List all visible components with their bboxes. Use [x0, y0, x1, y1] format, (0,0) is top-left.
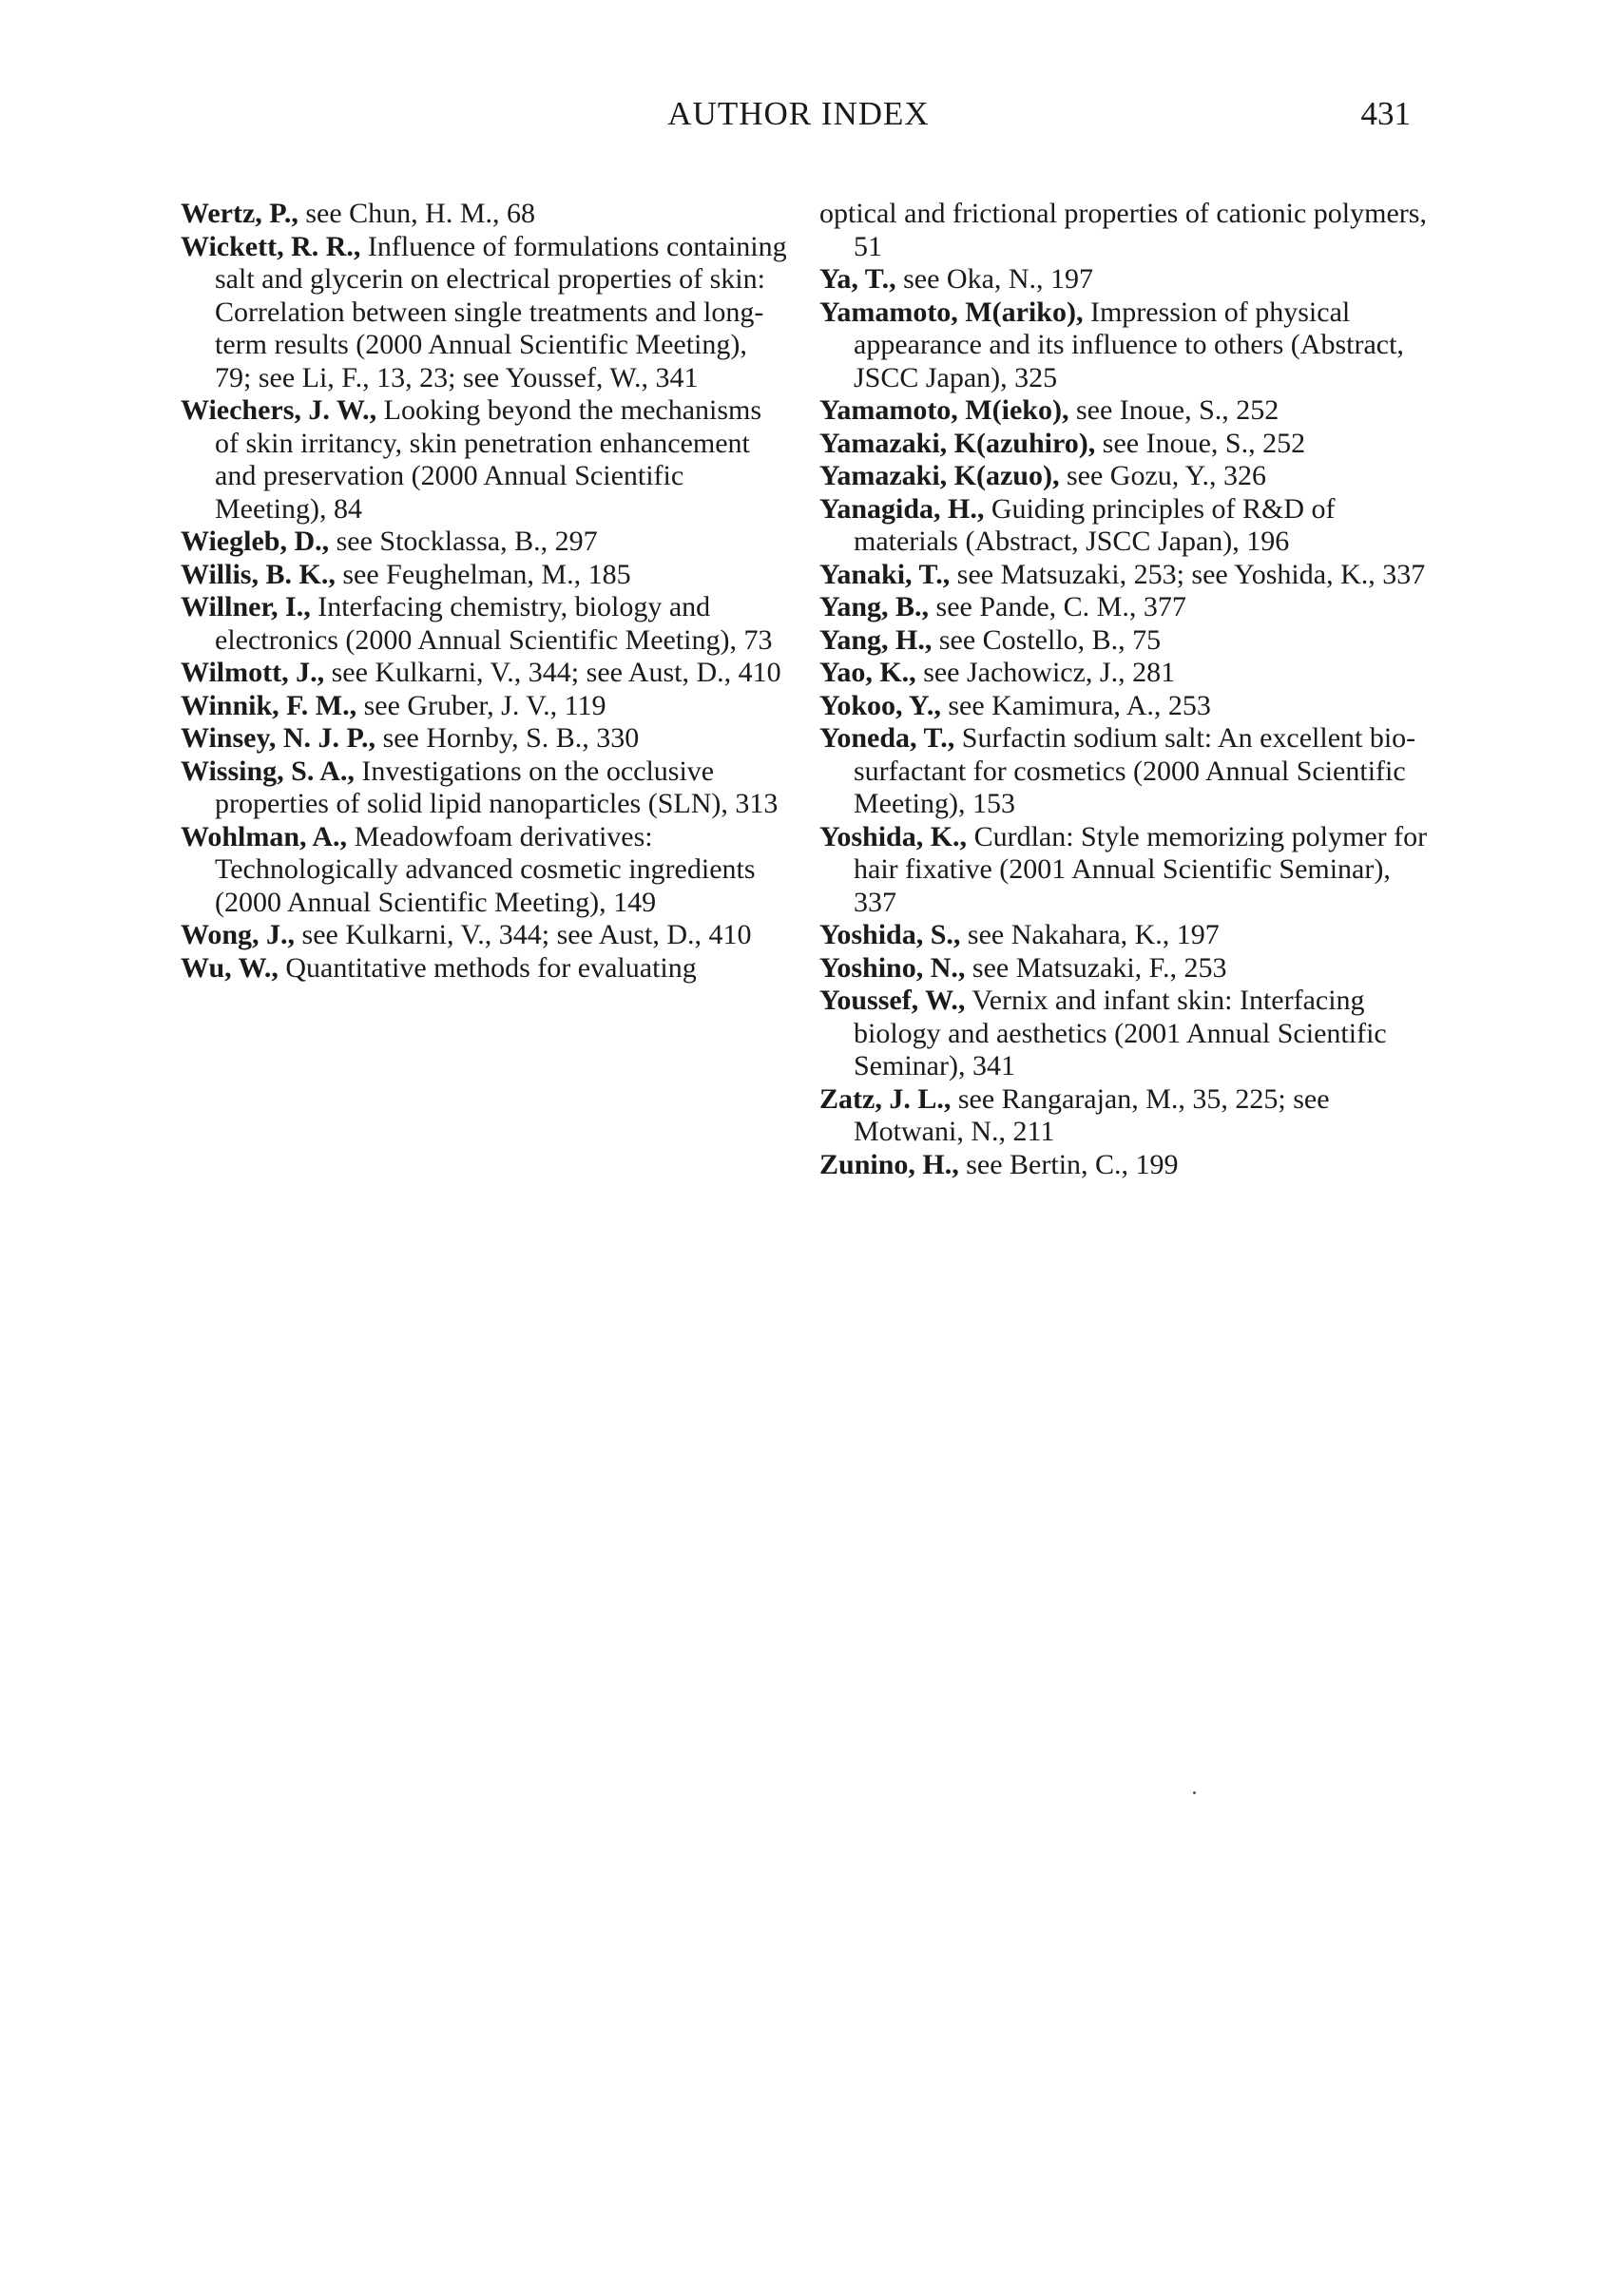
entry-text: see Jachowicz, J., 281 [915, 657, 1176, 688]
entry-text: Meadowfoam derivatives: Technologically advanced cosmetic ingredients (2000 Annual Scientific Meeting), 149 [215, 820, 756, 918]
index-entry [819, 624, 1437, 658]
entry-text: see Matsuzaki, F., 253 [965, 951, 1227, 984]
index-entry [181, 952, 789, 985]
scan-speck [1193, 1791, 1196, 1794]
entry-author: Yanaki, T., [819, 558, 951, 590]
entry-author: Yamazaki, K(azuo), [819, 460, 1060, 491]
index-entry [819, 394, 1437, 428]
entry-text: Impression of physical appearance and its influence to others (Abstract, JSCC Japan), 325 [854, 296, 1404, 393]
entry-text: see Inoue, S., 252 [1095, 427, 1306, 459]
index-entry [181, 756, 789, 821]
index-entry [819, 919, 1437, 952]
entry-author: Yoshida, S., [819, 919, 961, 950]
entry-text: see Pande, C. M., 377 [929, 591, 1186, 622]
entry-author: Zatz, J. L., [819, 1082, 952, 1115]
index-entry [819, 198, 1437, 263]
index-entry [181, 591, 789, 657]
entry-text: see Hornby, S. B., 330 [375, 722, 640, 754]
index-entry [181, 198, 789, 231]
entry-author: Willis, B. K., [181, 558, 336, 590]
entry-author: Yanagida, H., [819, 492, 985, 525]
entry-text: Curdlan: Style memorizing polymer for hair fixative (2001 Annual Scientific Seminar), 337 [854, 820, 1428, 918]
entry-text: Influence of formulations containing salt and glycerin on electrical properties of skin: Correlation between single treatments and long-term results (2000 Annual Scientific Meeting), 79; see Li, F., 13, 23; see Youssef, W., 341 [215, 230, 787, 393]
entry-author: Wong, J., [181, 919, 296, 950]
entry-text: Vernix and infant skin: Interfacing biology and aesthetics (2001 Annual Scientific Seminar), 341 [854, 985, 1387, 1081]
index-entry [819, 493, 1437, 559]
entry-author: Wiegleb, D., [181, 526, 330, 557]
entry-text: Investigations on the occlusive properties of solid lipid nanoparticles (SLN), 313 [215, 755, 779, 819]
entry-author: Willner, I., [181, 591, 311, 622]
index-entry [181, 231, 789, 395]
entry-text: see Gozu, Y., 326 [1059, 460, 1266, 491]
entry-text: see Matsuzaki, 253; see Yoshida, K., 337 [950, 558, 1426, 590]
entry-author: Wiechers, J. W., [181, 394, 377, 426]
entry-author: Yang, H., [819, 623, 933, 656]
index-column-left [181, 198, 789, 985]
index-entry [181, 657, 789, 690]
entry-text: see Inoue, S., 252 [1068, 394, 1280, 426]
entry-author: Wu, W., [181, 951, 279, 984]
entry-author: Yoshino, N., [819, 951, 966, 984]
entry-author: Yamamoto, M(ieko), [819, 394, 1069, 426]
index-entry [181, 559, 789, 592]
index-entry [819, 657, 1437, 690]
entry-author: Yokoo, Y., [819, 689, 941, 721]
entry-author: Wissing, S. A., [181, 755, 355, 787]
entry-text: see Kulkarni, V., 344; see Aust, D., 410 [295, 919, 752, 950]
index-entry [819, 263, 1437, 297]
entry-text: see Oka, N., 197 [895, 263, 1094, 295]
index-entry [181, 919, 789, 952]
entry-text: see Kamimura, A., 253 [940, 689, 1211, 721]
entry-author: Yoneda, T., [819, 722, 955, 754]
entry-author: Yang, B., [819, 591, 930, 622]
index-entry [819, 591, 1437, 624]
page-number: 431 [1360, 95, 1411, 132]
entry-text: see Costello, B., 75 [932, 623, 1162, 656]
entry-text: see Feughelman, M., 185 [335, 558, 631, 590]
entry-text: see Chun, H. M., 68 [298, 198, 536, 229]
entry-text: Looking beyond the mechanisms of skin irritancy, skin penetration enhancement and preservation (2000 Annual Scientific Meeting), 84 [215, 394, 762, 525]
entry-author: Yao, K., [819, 657, 916, 688]
index-entry [181, 821, 789, 920]
index-entry [819, 559, 1437, 592]
entry-text: see Bertin, C., 199 [958, 1148, 1179, 1180]
entry-text: see Stocklassa, B., 297 [329, 526, 598, 557]
index-entry [181, 690, 789, 723]
page-title: AUTHOR INDEX [667, 95, 930, 132]
entry-author: Winnik, F. M., [181, 689, 357, 721]
entry-author: Yamamoto, M(ariko), [819, 296, 1084, 328]
index-entry [819, 460, 1437, 493]
index-entry [181, 722, 789, 756]
entry-text: see Kulkarni, V., 344; see Aust, D., 410 [324, 657, 781, 688]
entry-text: see Nakahara, K., 197 [960, 919, 1220, 950]
index-entry [819, 690, 1437, 723]
index-entry [819, 297, 1437, 395]
entry-author: Winsey, N. J. P., [181, 722, 376, 754]
entry-author: Yoshida, K., [819, 820, 968, 852]
index-entry [819, 985, 1437, 1083]
index-entry [181, 394, 789, 526]
entry-text: optical and frictional properties of cationic polymers, 51 [819, 198, 1427, 262]
entry-text: Guiding principles of R&D of materials (Abstract, JSCC Japan), 196 [854, 492, 1336, 557]
entry-author: Wertz, P., [181, 198, 298, 229]
index-entry [819, 428, 1437, 461]
entry-text: see Rangarajan, M., 35, 225; see Motwani, N., 211 [854, 1082, 1330, 1147]
index-entry [819, 1083, 1437, 1149]
running-head [0, 91, 1597, 137]
index-entry [181, 526, 789, 559]
index-entry [819, 821, 1437, 920]
index-entry [819, 722, 1437, 821]
entry-author: Wickett, R. R., [181, 230, 361, 262]
index-entry [819, 952, 1437, 985]
entry-author: Ya, T., [819, 263, 896, 295]
index-column-right [819, 198, 1437, 1181]
entry-text: Quantitative methods for evaluating [278, 951, 697, 984]
entry-text: see Gruber, J. V., 119 [356, 689, 606, 721]
entry-author: Youssef, W., [819, 985, 966, 1016]
entry-text: Surfactin sodium salt: An excellent bio-surfactant for cosmetics (2000 Annual Scientific Meeting), 153 [854, 722, 1416, 819]
entry-author: Zunino, H., [819, 1148, 959, 1180]
entry-author: Yamazaki, K(azuhiro), [819, 427, 1096, 459]
index-entry [819, 1149, 1437, 1182]
entry-text: Interfacing chemistry, biology and electronics (2000 Annual Scientific Meeting), 73 [215, 591, 773, 656]
entry-author: Wilmott, J., [181, 657, 325, 688]
entry-author: Wohlman, A., [181, 820, 348, 852]
